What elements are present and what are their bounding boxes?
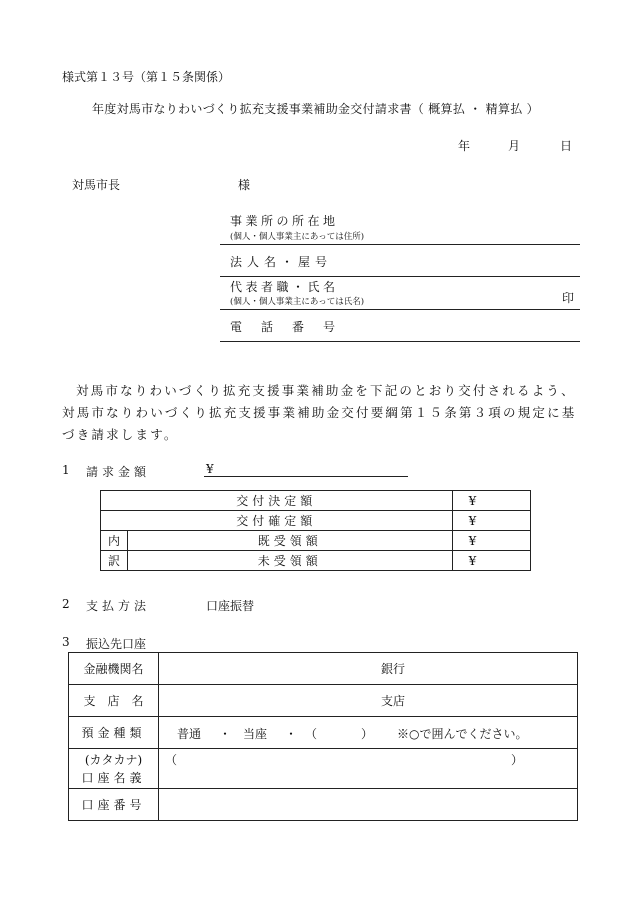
account-name-paren-close: ） bbox=[511, 753, 524, 767]
address-note: (個人・個人事業主にあっては住所) bbox=[230, 232, 365, 242]
section3-number: 3 bbox=[62, 635, 70, 649]
page-title: 年度対馬市なりわいづくり拡充支援事業補助金交付請求書（ 概算払 ・ 精算払 ） bbox=[92, 102, 539, 116]
section2-number: 2 bbox=[62, 597, 70, 611]
account-name-cell bbox=[159, 749, 578, 789]
date-year: 年 bbox=[458, 139, 471, 153]
deposit-ordinary: 普通 bbox=[177, 727, 202, 741]
company-underline bbox=[220, 276, 580, 277]
branch-label: 支 店 名 bbox=[69, 685, 159, 717]
phone-label: 電 話 番 号 bbox=[230, 320, 339, 334]
addressee-name: 対馬市長 bbox=[72, 178, 121, 192]
form-number: 様式第１３号（第１５条関係） bbox=[62, 70, 231, 84]
deposit-paren-close: ） bbox=[361, 727, 374, 741]
address-label: 事業所の所在地 bbox=[230, 214, 339, 228]
institution-label: 金融機関名 bbox=[69, 653, 159, 685]
deposit-dot-2: ・ bbox=[285, 727, 298, 741]
breakdown-label-bottom: 訳 bbox=[101, 551, 128, 571]
account-name-label-cell bbox=[69, 749, 159, 789]
kana-label: (カタカナ) bbox=[84, 752, 143, 767]
account-number-label: 口座番号 bbox=[69, 789, 159, 821]
deposit-note: ※○で囲んでください。 bbox=[397, 727, 528, 741]
account-name-paren-open: （ bbox=[165, 753, 178, 767]
deposit-dot-1: ・ bbox=[219, 727, 232, 741]
unreceived-amount-yen: ¥ bbox=[452, 551, 530, 571]
breakdown-label-top: 内 bbox=[101, 531, 128, 551]
company-label: 法人名・屋号 bbox=[230, 255, 333, 269]
representative-note: (個人・個人事業主にあっては氏名) bbox=[230, 297, 365, 307]
address-underline bbox=[220, 244, 580, 245]
deposit-type-label: 預金種類 bbox=[69, 717, 159, 749]
section1-number: 1 bbox=[62, 463, 70, 477]
seal-mark: 印 bbox=[562, 291, 575, 305]
section2-label: 支払方法 bbox=[86, 599, 151, 613]
section1-yen: ¥ bbox=[206, 462, 214, 476]
request-paragraph: 対馬市なりわいづくり拡充支援事業補助金を下記のとおり交付されるよう、対馬市なりわいづくり拡充支援事業補助金交付要綱第１５条第３項の規定に基づき請求します。 bbox=[62, 383, 577, 442]
confirmed-amount-label: 交付確定額 bbox=[101, 511, 453, 531]
account-name-label: 口座名義 bbox=[81, 770, 146, 785]
representative-label: 代表者職・氏名 bbox=[230, 280, 339, 294]
received-amount-label: 既受領額 bbox=[128, 531, 453, 551]
representative-underline bbox=[220, 309, 580, 310]
phone-underline bbox=[220, 341, 580, 342]
date-month: 月 bbox=[508, 139, 521, 153]
section1-amount-underline bbox=[204, 476, 408, 477]
deposit-type-options bbox=[159, 717, 578, 749]
unreceived-amount-label: 未受領額 bbox=[128, 551, 453, 571]
section3-label: 振込先口座 bbox=[86, 637, 147, 651]
received-amount-yen: ¥ bbox=[452, 531, 530, 551]
amount-breakdown-table bbox=[100, 490, 531, 571]
addressee-honorific: 様 bbox=[238, 178, 251, 192]
deposit-paren-open: （ bbox=[305, 727, 318, 741]
date-day: 日 bbox=[560, 139, 573, 153]
decided-amount-yen: ¥ bbox=[452, 491, 530, 511]
account-number-cell bbox=[159, 789, 578, 821]
bank-account-table bbox=[68, 652, 578, 821]
decided-amount-label: 交付決定額 bbox=[101, 491, 453, 511]
branch-suffix: 支店 bbox=[159, 685, 578, 717]
confirmed-amount-yen: ¥ bbox=[452, 511, 530, 531]
bank-suffix: 銀行 bbox=[159, 653, 578, 685]
deposit-current: 当座 bbox=[243, 727, 268, 741]
payment-method-value: 口座振替 bbox=[206, 599, 255, 613]
section1-label: 請求金額 bbox=[86, 465, 151, 479]
